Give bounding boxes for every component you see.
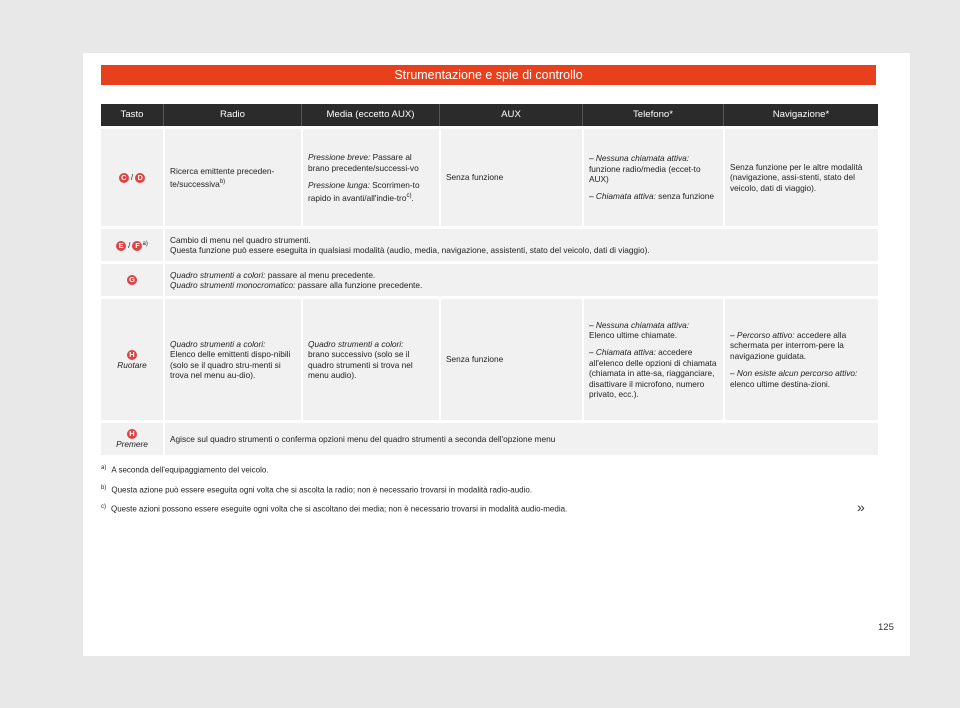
aux-cell: Senza funzione (439, 299, 582, 420)
col-header-telefono: Telefono* (582, 104, 723, 126)
navigazione-cell: Senza funzione per le altre modalità (navigazione, assi-stenti, stato del veicolo, dati di viaggio). (723, 129, 878, 226)
col-header-aux: AUX (439, 104, 582, 126)
section-header: Strumentazione e spie di controllo (101, 65, 876, 85)
key-h-icon: H (127, 429, 137, 439)
telefono-cell: – Nessuna chiamata attiva: Elenco ultime chiamate. – Chiamata attiva: accedere all'elenco delle opzioni di chiamata (chiamata in atte-sa, riagganciare, disattivare il microfono, numero privato, ecc.). (582, 299, 723, 420)
col-header-tasto: Tasto (101, 104, 163, 126)
table-row (101, 229, 878, 261)
radio-cell: Quadro strumenti a colori: Elenco delle emittenti dispo-nibili (solo se il quadro stru-menti si trova nel menu au-dio). (163, 299, 301, 420)
continue-arrow-icon: » (857, 499, 865, 515)
key-h-icon: H (127, 350, 137, 360)
navigazione-cell: – Percorso attivo: accedere alla schermata per interrom-pere la navigazione guidata. – Non esiste alcun percorso attivo: elenco ultime destina-zioni. (723, 299, 878, 420)
aux-cell: Senza funzione (439, 129, 582, 226)
table-row (101, 299, 878, 420)
key-d-icon: D (135, 173, 145, 183)
telefono-cell: – Nessuna chiamata attiva: funzione radio/media (eccet-to AUX) – Chiamata attiva: senza funzione (582, 129, 723, 226)
page-number: 125 (878, 622, 894, 633)
table-header-row (101, 104, 878, 126)
table-row (101, 264, 878, 296)
key-cell: H Premere (101, 423, 163, 455)
key-c-icon: C (119, 173, 129, 183)
merged-cell: Cambio di menu nel quadro strumenti. Questa funzione può essere eseguita in qualsiasi modalità (audio, media, navigazione, assistenti, stato del veicolo, dati di viaggio). (163, 229, 878, 261)
footnote: $^{b)}$ Questa azione può essere eseguita ogni volta che si ascolta la radio; non è necessario trovarsi in modalità radio-audio. (101, 484, 533, 495)
key-cell: C / D (101, 129, 163, 226)
key-cell: H Ruotare (101, 299, 163, 420)
key-cell (101, 264, 163, 296)
footnote: $^{a)}$ A seconda dell'equipaggiamento del veicolo. (101, 465, 269, 475)
col-header-navigazione: Navigazione* (723, 104, 878, 126)
table-row (101, 423, 878, 455)
merged-cell: Agisce sul quadro strumenti o conferma opzioni menu del quadro strumenti a seconda dell'opzione menu (163, 423, 878, 455)
media-cell: Quadro strumenti a colori: brano successivo (solo se il quadro strumenti si trova nel menu audio). (301, 299, 439, 420)
col-header-radio: Radio (163, 104, 301, 126)
manual-page (83, 53, 910, 656)
merged-cell: Quadro strumenti a colori: passare al menu precedente. Quadro strumenti monocromatico: passare alla funzione precedente. (163, 264, 878, 296)
key-f-icon: F (132, 241, 142, 251)
key-cell: E / F $^{a)}$ (101, 229, 163, 261)
key-e-icon: E (116, 241, 126, 251)
col-header-media: Media (eccetto AUX) (301, 104, 439, 126)
media-cell: Pressione breve: Passare al brano precedente/successi-vo Pressione lunga: Scorrimen-to rapido in avanti/all'indie-tro$^{c)}$. (301, 129, 439, 226)
controls-table (101, 101, 878, 458)
radio-cell: Ricerca emittente preceden-te/successiva$^{b)}$ (163, 129, 301, 226)
key-g-icon: G (127, 275, 137, 285)
table-row (101, 129, 878, 226)
footnotes (101, 463, 881, 522)
footnote: $^{c)}$ Queste azioni possono essere eseguite ogni volta che si ascoltano dei media; non è necessario trovarsi in modalità audio-media. (101, 504, 568, 514)
